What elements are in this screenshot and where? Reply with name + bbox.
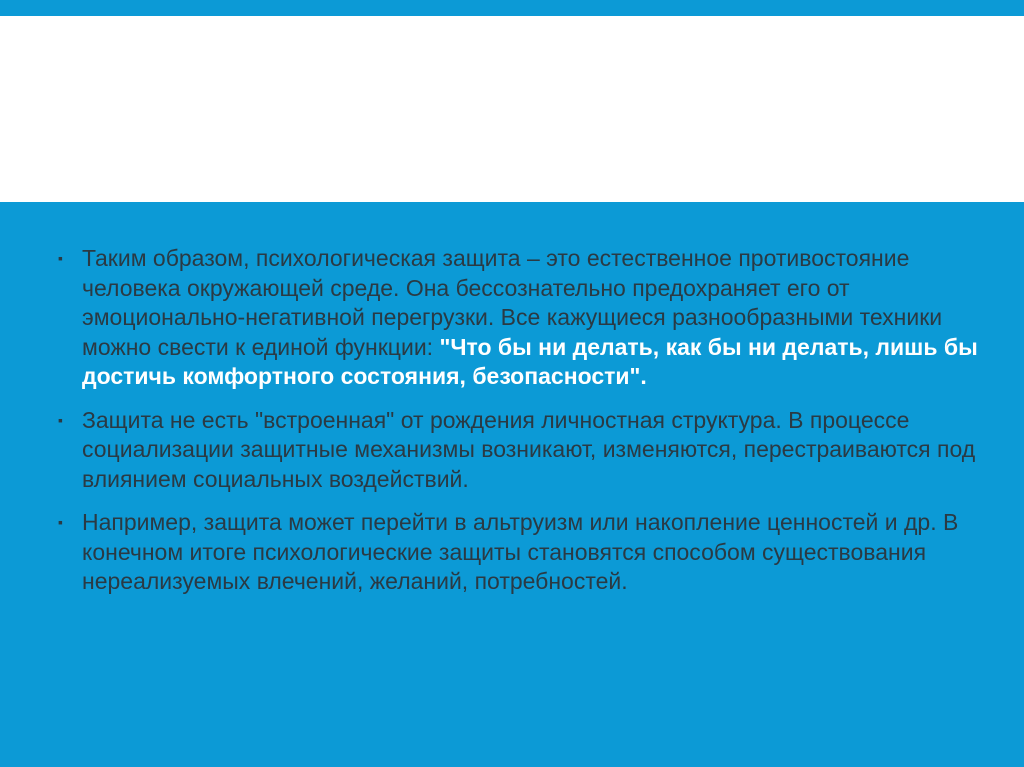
bullet-text: Например, защита может перейти в альтруизм или накопление ценностей и др. В конечном итоге психологические защиты становятся способом существования нереализуемых влечений, желаний, потребностей. (82, 509, 959, 594)
title-area (0, 16, 1024, 202)
bullet-list (58, 244, 988, 597)
slide-content (58, 244, 988, 611)
bullet-text: Таким образом, психологическая защита – это естественное противостояние человека окружающей среде. Она бессознательно предохраняет его от эмоционально-негативной перегрузки. Все кажущиеся разнообразными техники можно свести к единой функции: (82, 245, 943, 360)
bullet-marker: ▪ (58, 514, 63, 530)
bullet-text: Защита не есть "встроенная" от рождения личностная структура. В процессе социализации защитные механизмы возникают, изменяются, перестраиваются под влиянием социальных воздействий. (82, 406, 976, 492)
bullet-item-3 (58, 508, 988, 597)
bullet-item-2 (58, 406, 988, 495)
top-accent-band (0, 0, 1024, 16)
bullet-item-1 (58, 244, 988, 392)
bullet-marker: ▪ (58, 250, 63, 266)
bullet-emphasis-quote: "Что бы ни делать, как бы ни делать, лишь бы достичь комфортного состояния, безопасности". (82, 333, 978, 389)
bullet-marker: ▪ (58, 411, 63, 428)
